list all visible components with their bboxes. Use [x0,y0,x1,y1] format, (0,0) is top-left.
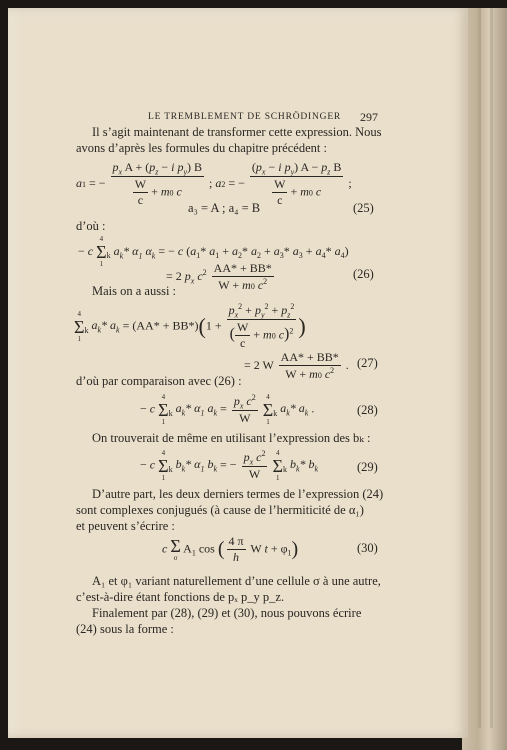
paragraph-line: d’où : [76,219,106,233]
running-title: LE TREMBLEMENT DE SCHRÖDINGER [148,112,342,122]
paragraph-line: d’où par comparaison avec (26) : [76,374,242,388]
equation-27b: = 2 W $\frac{AA* + BB*}{W + m0 c^2}$ . [244,350,349,381]
equation-29: − c 4 Σ 1 $_k$ $b_k*$ $\alpha_1$ $b_k$ = − $\frac{p_x c^2}{W}$ 4 Σ 1 $_k$ $b_k*$ $b_k$ [140,448,319,482]
paragraph-line: avons d’après les formules du chapitre précédent : [76,141,327,155]
equation-number: (29) [357,460,378,474]
paragraph-line: c’est-à-dire étant fonctions de pₓ p_y p_z. [76,590,285,604]
paragraph-line: et peuvent s’écrire : [76,519,175,533]
equation-25: a₃ = A ; a₄ = B [188,201,261,215]
equation-28: − c 4 Σ 1 $_k$ $a_k*$ $\alpha_1$ $a_k$ = $\frac{p_x c^2}{W}$ 4 Σ 1 $_k$ $a_k*$ $a_k$ . [140,392,315,426]
page-stack-edge [462,8,507,750]
running-header [148,112,388,122]
equation-number: (27) [357,356,378,370]
page-edge-line [478,8,481,728]
paragraph-line: Finalement par (28), (29) et (30), nous pouvons écrire [92,606,362,620]
equation-number: (26) [353,267,374,281]
equation-30: c Σ σ $A_1$ cos ( $\frac{4 \pi}{h}$ W $t + \varphi_1$) [162,534,299,564]
equation-26a: − c 4 Σ 1 $_k$ $a_k*$ $\alpha_1$ $\alpha_k$ = − c ($a_1*$ $a_1 + a_2*$ $a_2 + a_3*$ $a_3 + a_4*$ $a_4$) [78,235,349,268]
equation-a1-a2: a1 = − $p_x$ $A + (p_z - i$ $p_y$) B $\frac{W}{c}$ + m0 c ; a2 = − ($p_x - i$ $p_y$) $A - p_z$ B $\frac{W}{c}$ + m0 c ; [76,160,352,208]
paragraph-line: Il s’agit maintenant de transformer cette expression. Nous [92,125,382,139]
paragraph-line: A₁ et φ₁ variant naturellement d’une cellule σ à une autre, [92,574,381,588]
page-edge-line [490,8,493,728]
paragraph-line: (24) sous la forme : [76,622,174,636]
equation-number: (30) [357,541,378,555]
equation-number: (25) [353,201,374,215]
paragraph-line: Mais on a aussi : [92,284,177,298]
paragraph-line: sont complexes conjugués (à cause de l’hermiticité de α₁) [76,503,364,517]
equation-number: (28) [357,403,378,417]
page-number: 297 [360,110,378,124]
equation-26b: = 2 $p_x$ $c^2$ $\frac{AA* + BB*}{W + m0 c^2}$ [166,261,272,292]
paragraph-line: On trouverait de même en utilisant l’expression des bₖ : [92,431,371,445]
equation-27a: 4 Σ 1 $_k$ $a_k*$ $a_k = (AA* + BB*)(1$ + $p_x^2 + p_y^2 + p_z^2$ ( $\frac{W}{c}$ + m0 c)$^2$ ) [74,302,306,351]
paragraph-line: D’autre part, les deux derniers termes de l’expression (24) [92,487,384,501]
book-page [8,8,468,738]
